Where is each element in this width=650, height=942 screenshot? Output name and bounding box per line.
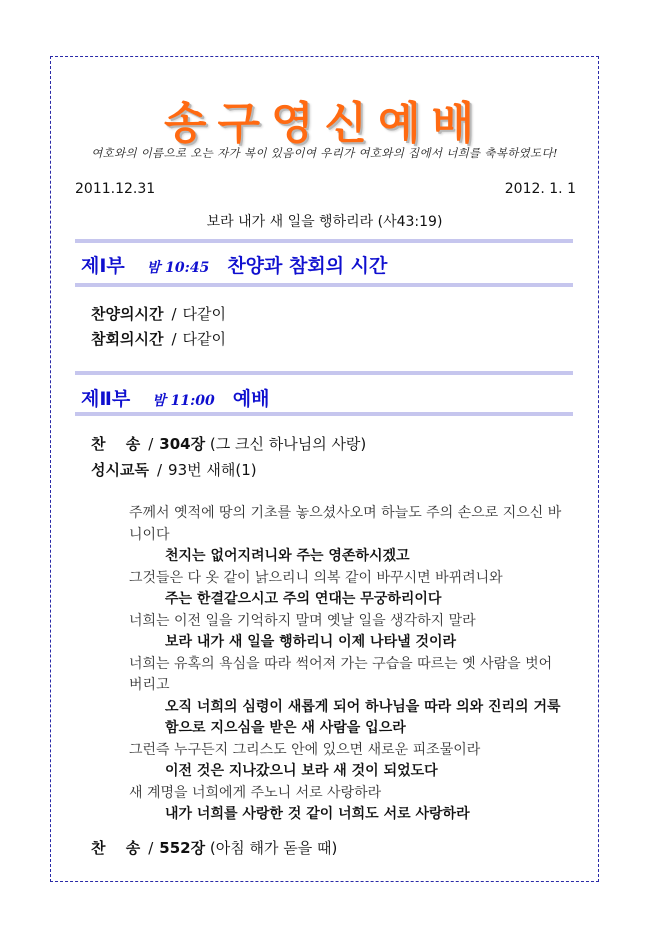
responsive-reading [129,503,569,826]
reading-leader: 새 계명을 너희에게 주노니 서로 사랑하라 [129,784,382,801]
list-item: 참회의시간 / 다같이 [91,330,226,348]
reading-leader: 주께서 옛적에 땅의 기초를 놓으셨사오며 하늘도 주의 손으로 지으신 바니이다 [129,505,562,543]
subtitle-verse: 여호와의 이름으로 오는 자가 복이 있음이여 우리가 여호와의 집에서 너희를 축복하였도다! [91,146,558,160]
item-key: 찬 송 [91,839,141,857]
reading-leader: 그것들은 다 옷 같이 낡으리니 의복 같이 바꾸시면 바뀌려니와 [129,569,503,586]
item-key: 참회의시간 [91,330,164,348]
item-value: 552장 [159,839,206,857]
date-right: 2012. 1. 1 [504,181,576,197]
reading-response: 오직 너희의 심령이 새롭게 되어 하나님을 따라 의와 진리의 거룩함으로 지으심을 받은 새 사람을 입으라 [165,698,561,736]
item-key: 찬양의시간 [91,305,164,323]
item-value: 304장 [159,435,206,453]
section-heading-part1 [81,251,387,278]
reading-response: 내가 너희를 사랑한 것 같이 너희도 서로 사랑하라 [165,806,470,822]
list-item: 성시교독 / 93번 새해(1) [91,461,257,479]
reading-leader: 그런즉 누구든지 그리스도 안에 있으면 새로운 피조물이라 [129,741,481,758]
bulletin-frame [50,56,599,882]
part2-name: 예배 [232,388,270,410]
reading-response: 이전 것은 지나갔으니 보라 새 것이 되었도다 [165,763,438,779]
divider-bar [75,371,573,375]
item-note: (아침 해가 돋을 때) [209,839,338,857]
item-key: 성시교독 [91,461,149,479]
section-heading-part2 [81,384,269,411]
theme-verse: 보라 내가 새 일을 행하리라 (사43:19) [206,214,443,230]
list-item: 찬 송 / 304장 (그 크신 하나님의 사랑) [91,435,367,453]
part2-label: 제Ⅱ부 [81,388,131,410]
page-title: 송구영신예배 [163,98,486,149]
divider-bar [75,283,573,287]
reading-response: 주는 한결같으시고 주의 연대는 무궁하리이다 [165,591,442,607]
item-value: 다같이 [182,330,226,348]
reading-response: 천지는 없어지려니와 주는 영존하시겠고 [165,548,410,564]
part1-name: 찬양과 참회의 시간 [227,255,388,277]
reading-leader: 너희는 이전 일을 기억하지 말며 옛날 일을 생각하지 말라 [129,612,476,629]
part1-label: 제Ⅰ부 [81,255,125,277]
reading-leader: 너희는 유혹의 욕심을 따라 썩어져 가는 구습을 따르는 옛 사람을 벗어 버리고 [129,655,553,693]
list-item: 찬양의시간 / 다같이 [91,305,226,323]
list-item-closing-hymn: 찬 송 / 552장 (아침 해가 돋을 때) [91,839,338,857]
divider-bar [75,412,573,416]
item-value: 다같이 [182,305,226,323]
reading-response: 보라 내가 새 일을 행하리니 이제 나타낼 것이라 [165,634,457,650]
item-value: 93번 새해(1) [168,461,257,479]
item-key: 찬 송 [91,435,141,453]
part2-time: 밤 11:00 [152,393,215,409]
date-left: 2011.12.31 [75,181,156,197]
part1-time: 밤 10:45 [146,260,210,276]
item-note: (그 크신 하나님의 사랑) [209,435,367,453]
divider-bar [75,239,573,243]
